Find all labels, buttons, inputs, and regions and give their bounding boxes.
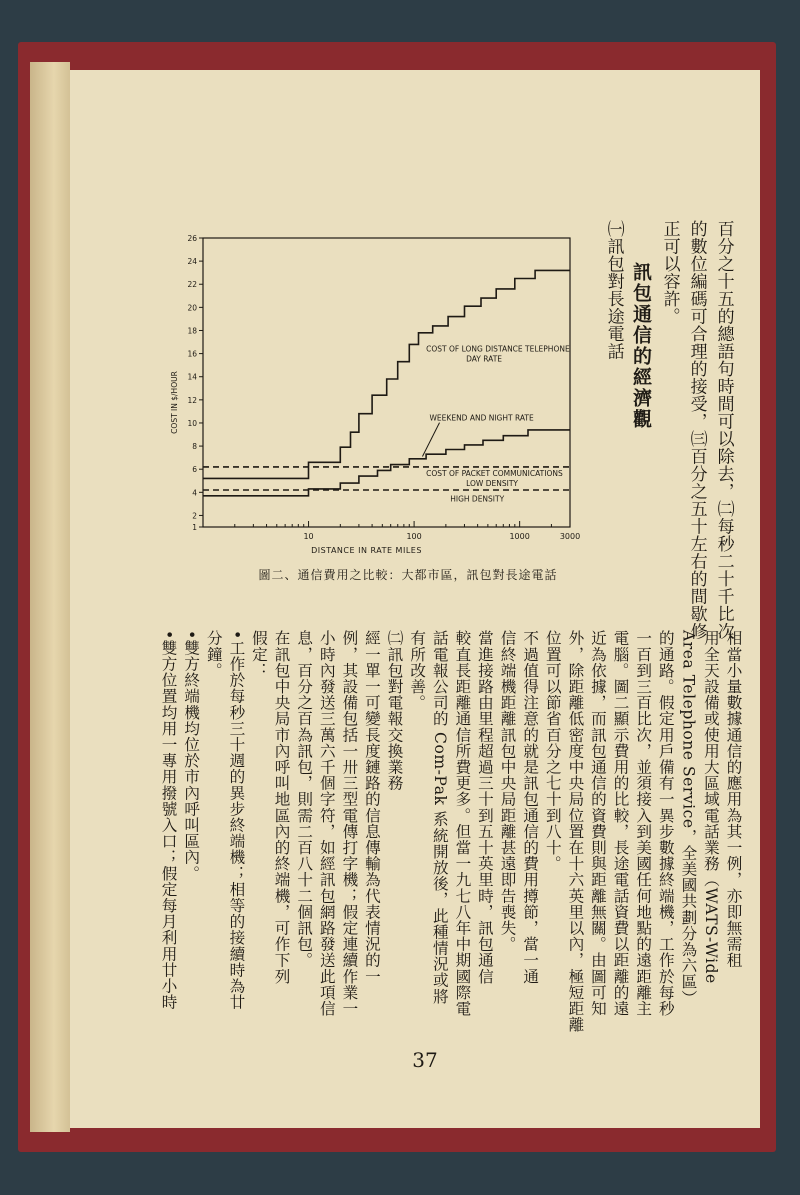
series-label: HIGH DENSITY xyxy=(450,494,505,504)
series-label: COST OF LONG DISTANCE TELEPHONE xyxy=(426,344,570,354)
lower-text-col: 有所改善。 xyxy=(408,630,427,711)
y-tick-label: 10 xyxy=(187,418,197,428)
upper-text-col-1: 百分之十五的總語句時間可以除去，㈡每秒二十千比次 xyxy=(713,220,734,640)
lower-text-col: 在訊包中央局市內呼叫地區內的終端機，可作下列 xyxy=(272,630,291,985)
y-tick-label: 24 xyxy=(187,257,197,267)
lower-text-col: 當進接路由里程超過三十到五十英里時，訊包通信 xyxy=(475,630,494,985)
label-pointer xyxy=(422,423,439,457)
lower-text-col: 一百到三百比次，並須接入到美國任何地點的遠距離主 xyxy=(634,630,653,1017)
lower-text-col: 話電報公司的 Com-Pak 系統開放後，此種情況或將 xyxy=(430,630,449,1005)
y-tick-label: 22 xyxy=(187,280,197,290)
upper-text-col-2: 的數位編碼可合理的接受，㈢百分之五十左右的間歇修 xyxy=(686,220,707,640)
y-tick-label: 2 xyxy=(192,511,197,521)
y-axis-label: COST IN $/HOUR xyxy=(170,371,179,434)
lower-text-col: 的通路。假定用戶備有一異步數據終端機，工作於每秒 xyxy=(656,630,675,1017)
series-label: COST OF PACKET COMMUNICATIONS xyxy=(426,469,563,479)
x-tick-label: 3000 xyxy=(559,532,581,541)
upper-text-col-3: 正可以容許。 xyxy=(659,220,680,325)
lower-text-col: 息，百分之百為訊包，則需二百八十二個訊包。 xyxy=(295,630,314,969)
y-tick-label: 20 xyxy=(187,303,197,313)
lower-text-col: ㈡訊包對電報交換業務 xyxy=(385,630,404,791)
subsection-heading-1: ㈠訊包對長途電話 xyxy=(603,220,624,360)
y-tick-label: 12 xyxy=(187,395,197,405)
cost-comparison-chart xyxy=(165,230,585,565)
series-label: LOW DENSITY xyxy=(466,479,518,489)
lower-text-col: 相當小量數據通信的應用為其一例，亦即無需租 xyxy=(724,630,743,969)
y-tick-label: 4 xyxy=(192,488,197,498)
lower-text-col: 小時內發送三萬六千個字符，如經訊包網路發送此項信 xyxy=(317,630,336,1017)
y-tick-label: 8 xyxy=(192,442,197,452)
section-heading: 訊包通信的經濟觀 xyxy=(630,262,652,430)
series-line xyxy=(203,270,570,478)
lower-text-col: 電腦。圖二顯示費用的比較，長途電話資費以距離的遠 xyxy=(611,630,630,1017)
book-page xyxy=(70,70,760,1128)
lower-text-col: 不過值得注意的就是訊包通信的費用撙節，當一通 xyxy=(521,630,540,985)
x-tick-label: 1000 xyxy=(509,532,530,541)
lower-text-col: •雙方終端機均位於市內呼叫區內。 xyxy=(182,630,201,882)
lower-text-col: 例，其設備包括一卅三型電傳打字機；假定連續作業一 xyxy=(340,630,359,1017)
lower-text-col: 較直長距離通信所費更多。但當一九七八年中期國際電 xyxy=(453,630,472,1017)
lower-text-col: 近為依據，而訊包通信的資費則與距離無關。由圖可知 xyxy=(588,630,607,1017)
lower-text-col: 外，除距離低密度中央局位置在十六英里以內，極短距離 xyxy=(566,630,585,1033)
lower-text-col: •工作於每秒三十週的異步終端機；相等的接續時為廿 xyxy=(227,630,246,1010)
figure-caption: 圖二、通信費用之比較：大都市區，訊包對長途電話 xyxy=(258,568,558,582)
lower-text-col: 假定： xyxy=(249,630,268,679)
y-tick-label: 1 xyxy=(192,523,197,532)
y-tick-label: 16 xyxy=(187,349,197,359)
page-number: 37 xyxy=(412,1048,438,1072)
y-tick-label: 14 xyxy=(187,372,197,382)
x-tick-label: 10 xyxy=(303,532,314,541)
page-edges xyxy=(30,62,70,1132)
y-tick-label: 18 xyxy=(187,326,197,336)
y-tick-label: 6 xyxy=(192,465,197,475)
lower-text-col: 用全天設備或使用大區域電話業務（WATS-Wide xyxy=(701,630,720,984)
x-tick-label: 100 xyxy=(406,532,422,541)
series-label: DAY RATE xyxy=(466,354,503,364)
series-label: WEEKEND AND NIGHT RATE xyxy=(429,413,534,423)
lower-text-col: 分鐘。 xyxy=(204,630,223,679)
lower-text-col: •雙方位置均用一專用撥號入口；假定每月利用廿小時 xyxy=(159,630,178,1010)
lower-text-col: 位置可以節省百分之七十到八十。 xyxy=(543,630,562,872)
lower-text-col: 經一單一可變長度鏈路的信息傳輸為代表情況的一 xyxy=(362,630,381,985)
y-tick-label: 26 xyxy=(187,234,197,243)
lower-text-col: 信終端機距離訊包中央局距離甚遠即告喪失。 xyxy=(498,630,517,952)
x-axis-label: DISTANCE IN RATE MILES xyxy=(311,546,422,555)
lower-text-col: Area Telephone Service，全美國共劃分為六區） xyxy=(679,630,698,1006)
